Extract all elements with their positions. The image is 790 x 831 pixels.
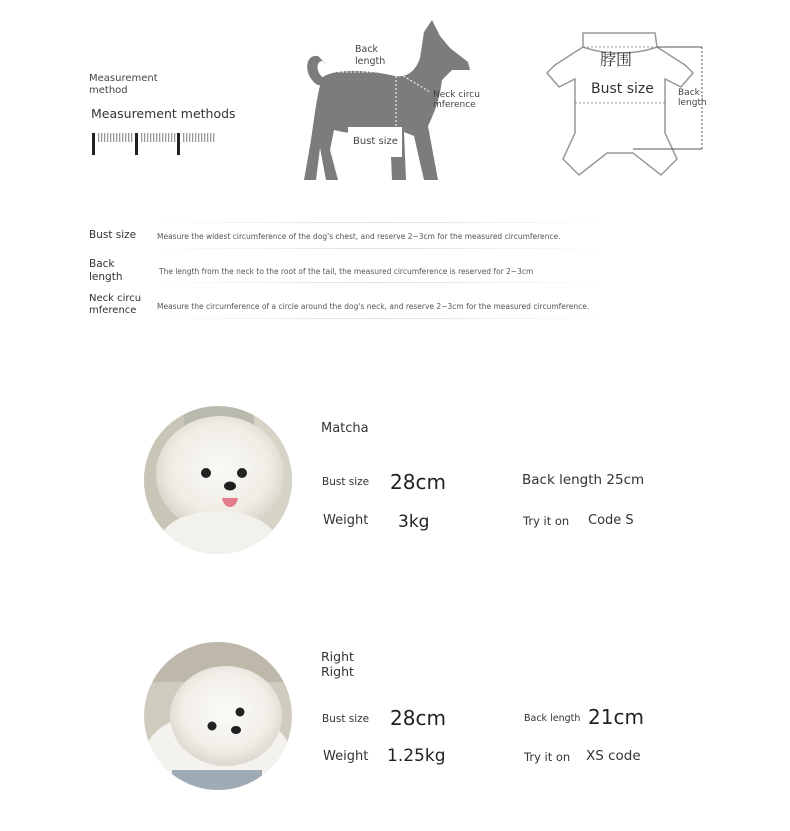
definition-text-bust: Measure the widest circumference of the dog's chest, and reserve 2~3cm for the measured circumference. bbox=[157, 232, 561, 241]
ruler-icon bbox=[90, 130, 220, 158]
definition-term-back-length: Back length bbox=[89, 258, 123, 283]
definition-term-neck: Neck circu mference bbox=[89, 293, 142, 316]
matcha-try-value: Code S bbox=[588, 513, 634, 528]
dog-photo-right-right bbox=[144, 642, 292, 790]
definition-term-bust: Bust size bbox=[89, 229, 137, 241]
matcha-weight-value: 3kg bbox=[398, 512, 430, 532]
right-try-value: XS code bbox=[586, 748, 641, 764]
dog-photo-matcha bbox=[144, 406, 292, 554]
matcha-bust-label: Bust size bbox=[322, 476, 370, 488]
matcha-try-label: Try it on bbox=[523, 514, 570, 528]
definition-text-neck: Measure the circumference of a circle around the dog's neck, and reserve 2~3cm for the measured circumference. bbox=[157, 302, 590, 311]
matcha-back-length: Back length 25cm bbox=[522, 472, 645, 488]
right-try-label: Try it on bbox=[524, 750, 571, 764]
right-weight-value: 1.25kg bbox=[387, 746, 446, 766]
dog-neck-label: Neck circu mference bbox=[433, 90, 480, 110]
measurement-method-label: Measurement method bbox=[89, 73, 158, 96]
right-back-length-value: 21cm bbox=[588, 705, 644, 729]
right-bust-label: Bust size bbox=[322, 713, 370, 725]
right-back-length-label: Back length bbox=[524, 713, 581, 724]
garment-back-length-label: Back length bbox=[678, 88, 707, 108]
definition-text-back-length: The length from the neck to the root of the tail, the measured circumference is reserved for 2~3cm bbox=[159, 267, 534, 276]
right-weight-label: Weight bbox=[323, 749, 369, 764]
measurement-methods-title: Measurement methods bbox=[91, 106, 236, 121]
right-bust-value: 28cm bbox=[390, 706, 446, 730]
garment-chinese-label: 脖围 bbox=[600, 50, 633, 69]
dog-back-length-label: Back length bbox=[355, 44, 386, 67]
dog-bust-label: Bust size bbox=[353, 136, 398, 147]
matcha-weight-label: Weight bbox=[323, 513, 369, 528]
model-name-matcha: Matcha bbox=[321, 421, 369, 436]
matcha-bust-value: 28cm bbox=[390, 470, 446, 494]
garment-bust-label: Bust size bbox=[591, 81, 654, 97]
model-name-right-right: Right Right bbox=[321, 649, 354, 679]
